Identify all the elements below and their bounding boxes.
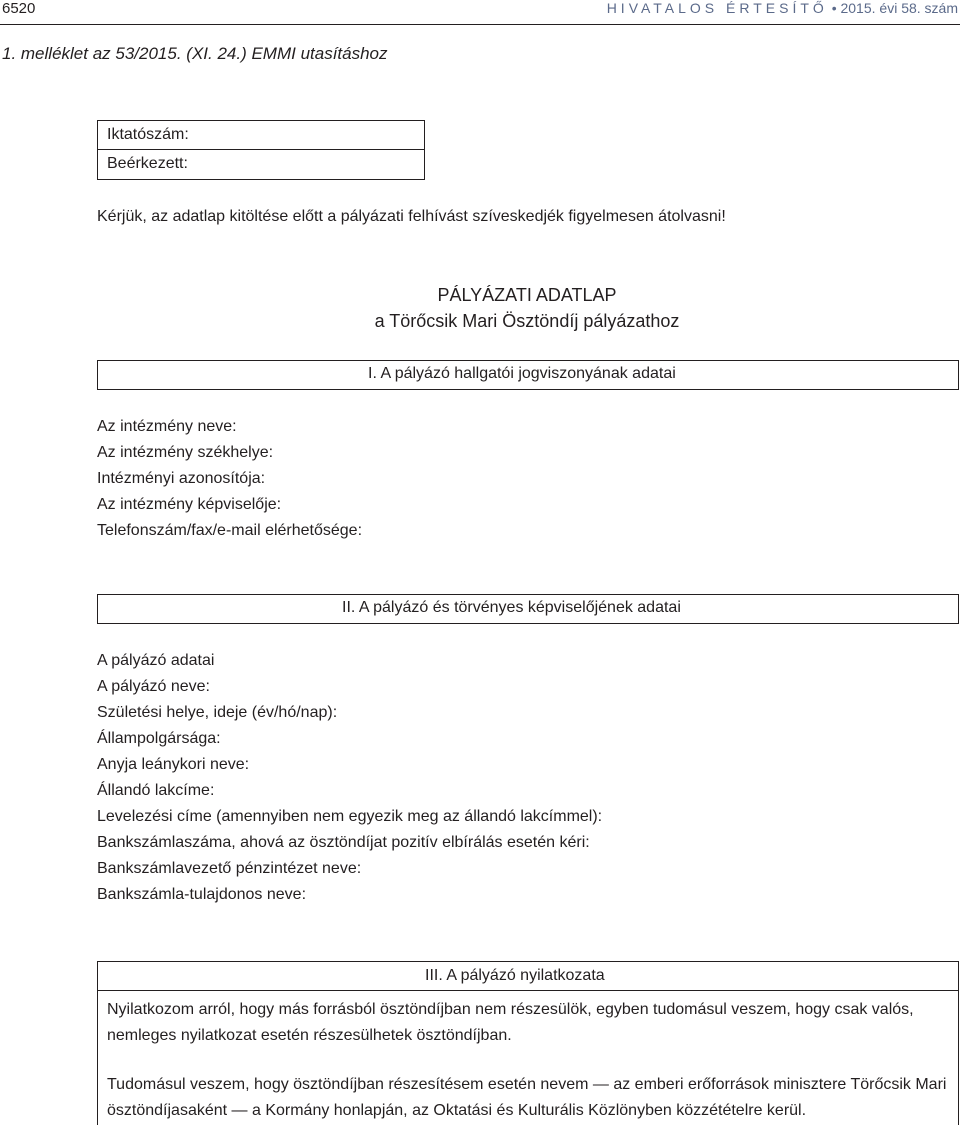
account-holder-field: Bankszámla-tulajdonos neve:	[97, 886, 307, 903]
institution-id-field: Intézményi azonosítója:	[97, 470, 266, 487]
citizenship-field: Állampolgársága:	[97, 730, 221, 747]
form-title: PÁLYÁZATI ADATLAP	[437, 285, 617, 305]
running-header	[607, 0, 958, 16]
mother-maiden-name-field: Anyja leánykori neve:	[97, 756, 250, 773]
header-bullet: •	[831, 0, 837, 16]
section2-heading: II. A pályázó és törvényes képviselőjének adatai	[342, 599, 681, 616]
bank-name-field: Bankszámlavezető pénzintézet neve:	[97, 860, 362, 877]
declaration-paragraph-1: Nyilatkozom arról, hogy más forrásból ösztöndíjban nem részesülök, egyben tudomásul veszem, hogy csak valós, nemleges nyilatkozat esetén részesülhetek ösztöndíjban.	[107, 1001, 914, 1044]
birth-place-date-field: Születési helye, ideje (év/hó/nap):	[97, 704, 338, 721]
section3-heading-box	[98, 962, 958, 991]
section3-box	[97, 961, 959, 1125]
form-subtitle: a Törőcsik Mari Ösztöndíj pályázathoz	[374, 311, 680, 331]
declaration-paragraph-2: Tudomásul veszem, hogy ösztöndíjban részesítésem esetén nevem — az emberi erőforrások minisztere Törőcsik Mari ösztöndíjasaként — a Kormány honlapján, az Oktatási és Kulturális Közlönyben közzétételre kerül.	[107, 1076, 947, 1119]
institution-contact-field: Telefonszám/fax/e-mail elérhetősége:	[97, 522, 363, 539]
applicant-data-subheading: A pályázó adatai	[97, 652, 215, 669]
institution-name-field: Az intézmény neve:	[97, 418, 237, 435]
issue-label: 2015. évi 58. szám	[840, 0, 958, 16]
received-label: Beérkezett:	[107, 155, 188, 172]
header-rule	[0, 24, 960, 25]
section3-heading: III. A pályázó nyilatkozata	[425, 967, 605, 984]
instruction-notice: Kérjük, az adatlap kitöltése előtt a pályázati felhívást szíveskedjék figyelmesen átolvasni!	[97, 208, 726, 225]
institution-representative-field: Az intézmény képviselője:	[97, 496, 282, 513]
mailing-address-field: Levelezési címe (amennyiben nem egyezik meg az állandó lakcímmel):	[97, 808, 603, 825]
filing-number-label: Iktatószám:	[107, 126, 189, 143]
annex-title: 1. melléklet az 53/2015. (XI. 24.) EMMI utasításhoz	[2, 44, 388, 63]
section1-heading: I. A pályázó hallgatói jogviszonyának adatai	[368, 365, 676, 382]
received-row	[98, 150, 424, 178]
section1-heading-box	[97, 360, 959, 390]
permanent-address-field: Állandó lakcíme:	[97, 782, 215, 799]
bank-account-field: Bankszámlaszáma, ahová az ösztöndíjat pozitív elbírálás esetén kéri:	[97, 834, 590, 851]
filing-number-row	[98, 121, 424, 150]
registration-box	[97, 120, 425, 180]
journal-name: HIVATALOS ÉRTESÍTŐ	[606, 0, 828, 16]
section2-heading-box	[97, 594, 959, 624]
page-number: 6520	[2, 0, 36, 17]
institution-seat-field: Az intézmény székhelye:	[97, 444, 274, 461]
applicant-name-field: A pályázó neve:	[97, 678, 210, 695]
